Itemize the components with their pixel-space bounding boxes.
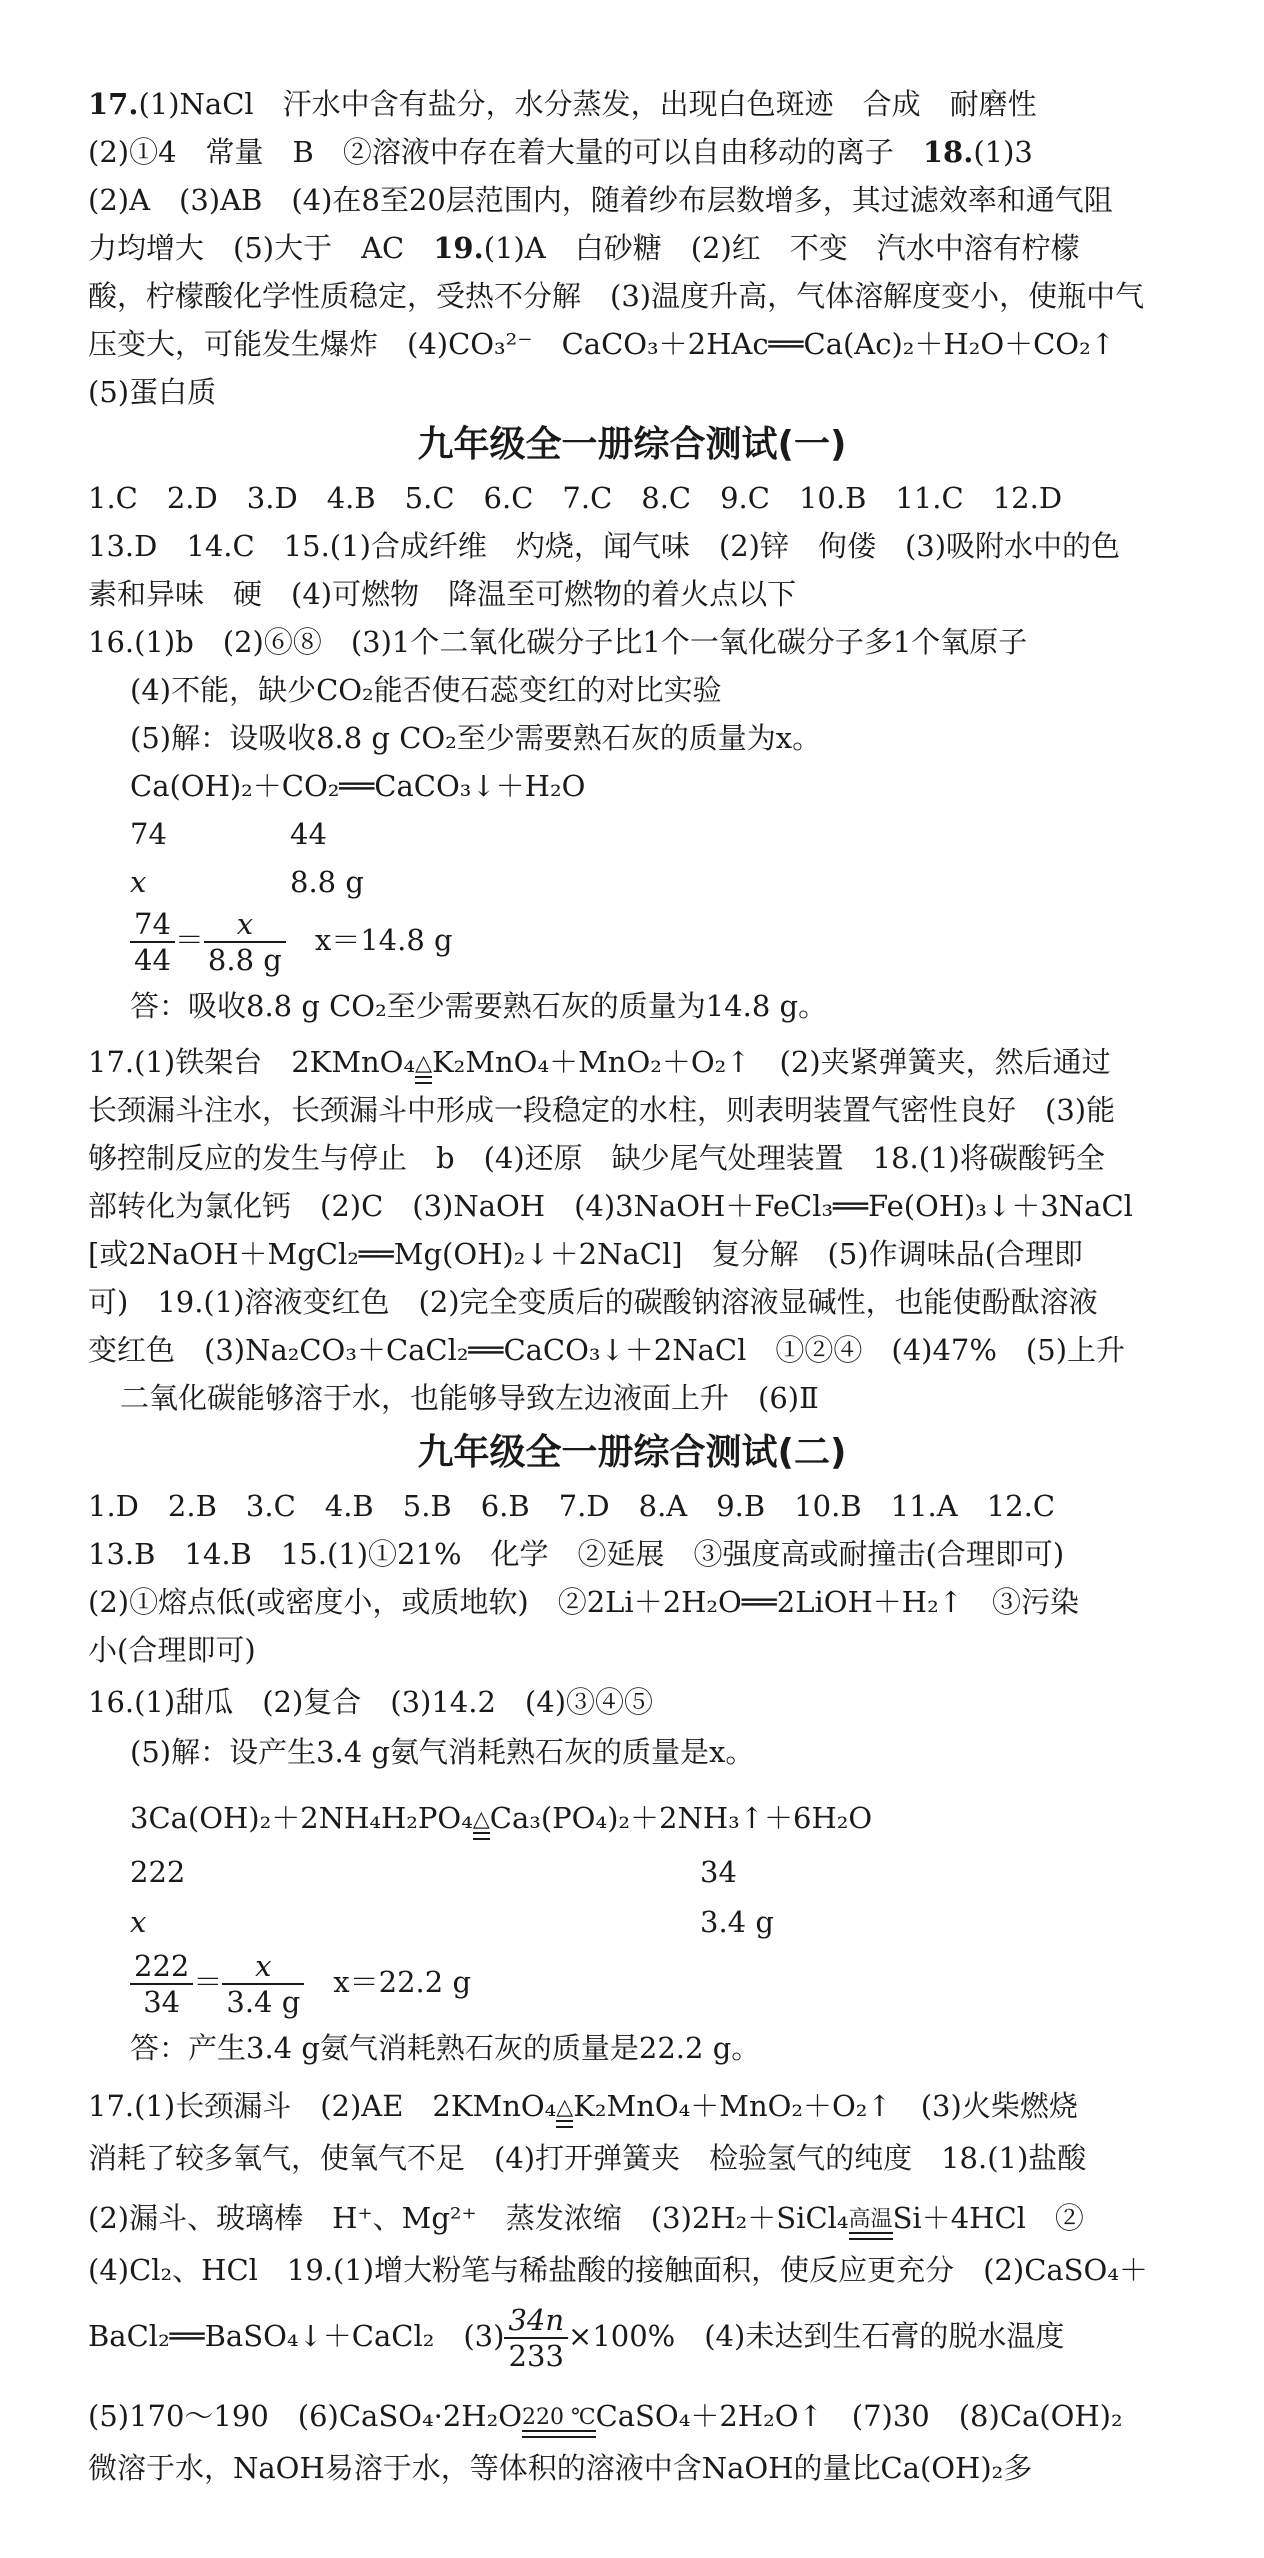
text-line: 答：吸收8.8 g CO₂至少需要熟石灰的质量为14.8 g。 <box>130 989 828 1023</box>
text-line: 力均增大 (5)大于 AC 19.(1)A 白砂糖 (2)红 不变 汽水中溶有柠檬 <box>88 231 1080 265</box>
ratio-row: 34 <box>700 1855 737 1889</box>
text-line: (2)①4 常量 B ②溶液中存在着大量的可以自由移动的离子 18.(1)3 <box>88 135 1033 169</box>
section-title: 九年级全一册综合测试(二) <box>417 1432 847 1473</box>
text-line: 17.(1)长颈漏斗 (2)AE 2KMnO₄ △ K₂MnO₄＋MnO₂＋O₂↑ (3)火柴燃烧 <box>88 2084 1264 2128</box>
text-line: 17.(1)NaCl 汗水中含有盐分，水分蒸发，出现白色斑迹 合成 耐磨性 <box>88 87 1037 121</box>
text-line: 17.(1)铁架台 2KMnO₄ △ K₂MnO₄＋MnO₂＋O₂↑ (2)夹紧弹簧夹，然后通过 <box>88 1040 1264 1084</box>
equation: 3Ca(OH)₂＋2NH₄H₂PO₄ △ Ca₃(PO₄)₂＋2NH₃↑＋6H₂O <box>130 1796 1264 1840</box>
text-line: (5)解：设产生3.4 g氨气消耗熟石灰的质量是x。 <box>130 1735 755 1769</box>
text-line: BaCl₂══BaSO₄↓＋CaCl₂ (3) $\frac{34n}{233}$ ×100% (4)未达到生石膏的脱水温度 <box>88 2303 1065 2373</box>
text-line: 16.(1)b (2)⑥⑧ (3)1个二氧化碳分子比1个一氧化碳分子多1个氧原子 <box>88 625 1028 659</box>
equation: Ca(OH)₂＋CO₂══CaCO₃↓＋H₂O <box>130 769 586 803</box>
proportion: $\frac{74}{44}$ ＝ $\frac{x}{8.8 g}$ x＝14.8 g <box>130 904 1264 977</box>
text-line: (4)不能，缺少CO₂能否使石蕊变红的对比实验 <box>130 673 722 707</box>
text-line: 小(合理即可) <box>88 1633 256 1667</box>
text-line: 够控制反应的发生与停止 b (4)还原 缺少尾气处理装置 18.(1)将碳酸钙全 <box>88 1141 1105 1175</box>
proportion: $\frac{222}{34}$ ＝ $\frac{x}{3.4 g}$ x＝22.2 g <box>130 1946 1264 2019</box>
ratio-row: 3.4 g <box>700 1905 774 1939</box>
text-line: (2)A (3)AB (4)在8至20层范围内，随着纱布层数增多，其过滤效率和通气阻 <box>88 183 1113 217</box>
text-line: 13.B 14.B 15.(1)①21% 化学 ②延展 ③强度高或耐撞击(合理即可) <box>88 1537 1065 1571</box>
text-line: 13.D 14.C 15.(1)合成纤维 灼烧，闻气味 (2)锌 佝偻 (3)吸附水中的色 <box>88 529 1121 563</box>
text-line: 消耗了较多氧气，使氧气不足 (4)打开弹簧夹 检验氢气的纯度 18.(1)盐酸 <box>88 2141 1087 2175</box>
text-line: 1.C 2.D 3.D 4.B 5.C 6.C 7.C 8.C 9.C 10.B 11.C 12.D <box>88 481 1063 515</box>
text-line: 微溶于水，NaOH易溶于水，等体积的溶液中含NaOH的量比Ca(OH)₂多 <box>88 2451 1033 2485</box>
text-line: 酸，柠檬酸化学性质稳定，受热不分解 (3)温度升高，气体溶解度变小，使瓶中气 <box>88 279 1145 313</box>
text-line: 1.D 2.B 3.C 4.B 5.B 6.B 7.D 8.A 9.B 10.B 11.A 12.C <box>88 1489 1056 1523</box>
ratio-row: 8.8 g <box>290 865 364 899</box>
text-line: (2)漏斗、玻璃棒 H⁺、Mg²⁺ 蒸发浓缩 (3)2H₂＋SiCl₄ 高温 Si＋4HCl ② <box>88 2196 1264 2240</box>
ratio-row: x <box>130 865 147 899</box>
ratio-row: 74 <box>130 817 167 851</box>
text-line: 压变大，可能发生爆炸 (4)CO₃²⁻ CaCO₃＋2HAc══Ca(Ac)₂＋H₂O＋CO₂↑ <box>88 327 1116 361</box>
text-line: 二氧化碳能够溶于水，也能够导致左边液面上升 (6)Ⅱ <box>120 1381 819 1415</box>
text-line: 可) 19.(1)溶液变红色 (2)完全变质后的碳酸钠溶液显碱性，也能使酚酞溶液 <box>88 1285 1098 1319</box>
text-line: 变红色 (3)Na₂CO₃＋CaCl₂══CaCO₃↓＋2NaCl ①②④ (4)47% (5)上升 <box>88 1333 1126 1367</box>
section-title: 九年级全一册综合测试(一) <box>417 424 847 465</box>
text-line: (5)170～190 (6)CaSO₄·2H₂O 220 ℃ CaSO₄＋2H₂O↑ (7)30 (8)Ca(OH)₂ <box>88 2394 1264 2438</box>
text-line: 长颈漏斗注水，长颈漏斗中形成一段稳定的水柱，则表明装置气密性良好 (3)能 <box>88 1093 1116 1127</box>
text-line: 16.(1)甜瓜 (2)复合 (3)14.2 (4)③④⑤ <box>88 1685 654 1719</box>
text-line: 部转化为氯化钙 (2)C (3)NaOH (4)3NaOH＋FeCl₃══Fe(OH)₃↓＋3NaCl <box>88 1189 1133 1223</box>
ratio-row: x <box>130 1905 147 1939</box>
text-line: (2)①熔点低(或密度小，或质地软) ②2Li＋2H₂O══2LiOH＋H₂↑ ③污染 <box>88 1585 1080 1619</box>
ratio-row: 222 <box>130 1855 186 1889</box>
ratio-row: 44 <box>290 817 327 851</box>
text-line: 答：产生3.4 g氨气消耗熟石灰的质量是22.2 g。 <box>130 2031 761 2065</box>
text-line: [或2NaOH＋MgCl₂══Mg(OH)₂↓＋2NaCl] 复分解 (5)作调味品(合理即 <box>88 1237 1083 1271</box>
text-line: (5)解：设吸收8.8 g CO₂至少需要熟石灰的质量为x。 <box>130 721 822 755</box>
text-line: (4)Cl₂、HCl 19.(1)增大粉笔与稀盐酸的接触面积，使反应更充分 (2)CaSO₄＋ <box>88 2253 1148 2287</box>
text-line: 素和异味 硬 (4)可燃物 降温至可燃物的着火点以下 <box>88 577 797 611</box>
text-line: (5)蛋白质 <box>88 375 217 409</box>
